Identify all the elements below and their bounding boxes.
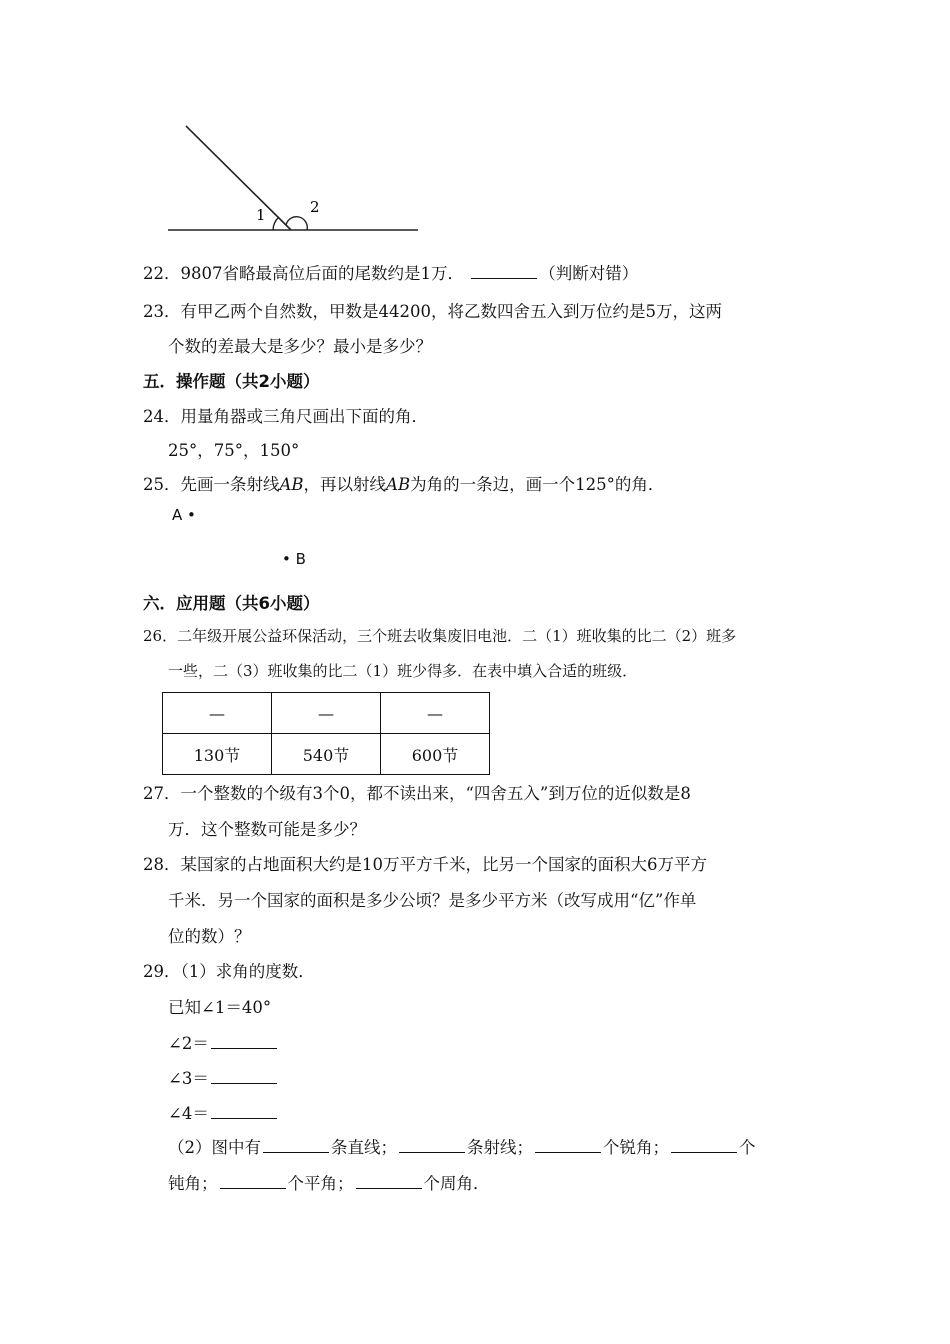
point-b-label: B <box>295 550 306 568</box>
point-a-label: A <box>172 506 183 524</box>
acute-blank[interactable] <box>535 1136 601 1153</box>
question-28-line-2: 千米．另一个国家的面积是多少公顷？是多少平方米（改写成用“亿”作单 <box>168 891 697 910</box>
ray-ab-label-2: AB <box>386 475 411 494</box>
question-29-part-2-line-2 <box>168 1170 490 1194</box>
lines-word: 条直线； <box>331 1138 397 1157</box>
acute-word: 个锐角； <box>603 1138 669 1157</box>
question-25-text-1: 先画一条射线 <box>180 475 280 494</box>
point-a <box>172 506 196 524</box>
question-25 <box>143 471 664 495</box>
question-22-suffix: （判断对错） <box>539 264 639 283</box>
class-table <box>162 692 490 775</box>
question-26-number: 26． <box>143 627 178 645</box>
obtuse-blank[interactable] <box>671 1136 737 1153</box>
question-28-line-1 <box>143 851 707 875</box>
question-29-given: 已知∠1＝40° <box>168 998 272 1017</box>
angle-4-blank[interactable] <box>211 1102 277 1119</box>
angle-slant-line <box>186 126 291 230</box>
question-29-angle-4 <box>168 1100 279 1124</box>
point-b-dot: • <box>282 550 291 568</box>
class-table-value-row <box>163 734 490 775</box>
question-27-line-1 <box>143 780 691 804</box>
full-word: 个周角． <box>423 1174 490 1193</box>
question-25-text-2: ，再以射线 <box>303 475 387 494</box>
class-table-header-cell[interactable]: — <box>272 693 381 734</box>
angle-3-label: ∠3＝ <box>168 1069 209 1088</box>
question-23-line-2: 个数的差最大是多少？最小是多少？ <box>168 337 432 356</box>
rays-word: 条射线； <box>467 1138 533 1157</box>
angle-label-1: 1 <box>256 206 266 224</box>
question-27-number: 27． <box>143 784 181 803</box>
question-26-text-1: 二年级开展公益环保活动，三个班去收集废旧电池．二（1）班收集的比二（2）班多 <box>177 627 737 645</box>
lines-blank[interactable] <box>263 1136 329 1153</box>
question-22-text: 9807省略最高位后面的尾数约是1万． <box>180 264 464 283</box>
question-28-text-1: 某国家的占地面积大约是10万平方千米，比另一个国家的面积大6万平方 <box>180 855 707 874</box>
question-29-part-2-line-1 <box>168 1134 756 1158</box>
question-29-angle-3 <box>168 1065 279 1089</box>
question-25-text-3: 为角的一条边，画一个125°的角． <box>410 475 665 494</box>
class-table-value-cell: 130节 <box>163 734 272 775</box>
question-26-line-1 <box>143 625 736 646</box>
question-24-angles: 25°，75°，150° <box>168 441 300 460</box>
point-b <box>282 550 306 568</box>
question-29 <box>143 958 315 982</box>
class-table-value-cell: 600节 <box>381 734 490 775</box>
question-22 <box>143 260 638 284</box>
question-23-line-1 <box>143 298 722 322</box>
angle-label-2: 2 <box>310 198 320 216</box>
angle-3-blank[interactable] <box>211 1067 277 1084</box>
rays-blank[interactable] <box>399 1136 465 1153</box>
question-29-part-1: （1）求角的度数． <box>180 962 315 981</box>
section-5-title: 五．操作题（共2小题） <box>143 372 320 391</box>
straight-word: 个平角； <box>287 1174 354 1193</box>
question-26-line-2: 一些，二（3）班收集的比二（1）班少得多．在表中填入合适的班级． <box>168 662 638 680</box>
question-25-number: 25． <box>143 475 181 494</box>
question-24 <box>143 403 428 427</box>
class-table-header-cell[interactable]: — <box>163 693 272 734</box>
question-28-number: 28． <box>143 855 181 874</box>
class-table-value-cell: 540节 <box>272 734 381 775</box>
angle-2-blank[interactable] <box>211 1032 277 1049</box>
angle-figure <box>160 118 430 238</box>
straight-blank[interactable] <box>220 1172 286 1189</box>
part-2-prefix: （2）图中有 <box>168 1138 261 1157</box>
full-blank[interactable] <box>356 1172 422 1189</box>
question-28-line-3: 位的数）？ <box>168 927 251 946</box>
question-22-number: 22． <box>143 264 181 283</box>
obtuse-tail: 个 <box>739 1138 756 1157</box>
ray-ab-label-1: AB <box>279 475 304 494</box>
section-6-title: 六．应用题（共6小题） <box>143 594 320 613</box>
angle-2-label: ∠2＝ <box>168 1034 209 1053</box>
class-table-header-row <box>163 693 490 734</box>
question-27-line-2: 万．这个整数可能是多少？ <box>168 820 366 839</box>
question-29-number: 29． <box>143 962 181 981</box>
angle-4-label: ∠4＝ <box>168 1104 209 1123</box>
question-24-number: 24． <box>143 407 181 426</box>
question-27-text-1: 一个整数的个级有3个0，都不读出来，“四舍五入”到万位的近似数是8 <box>180 784 691 803</box>
question-22-blank[interactable] <box>471 262 537 279</box>
question-24-text: 用量角器或三角尺画出下面的角． <box>180 407 428 426</box>
question-23-number: 23． <box>143 302 181 321</box>
point-a-dot: • <box>187 506 196 524</box>
question-29-angle-2 <box>168 1030 279 1054</box>
obtuse-word: 钝角； <box>168 1174 218 1193</box>
class-table-header-cell[interactable]: — <box>381 693 490 734</box>
question-23-text-1: 有甲乙两个自然数，甲数是44200，将乙数四舍五入到万位约是5万，这两 <box>180 302 722 321</box>
angle-1-arc <box>273 217 279 230</box>
